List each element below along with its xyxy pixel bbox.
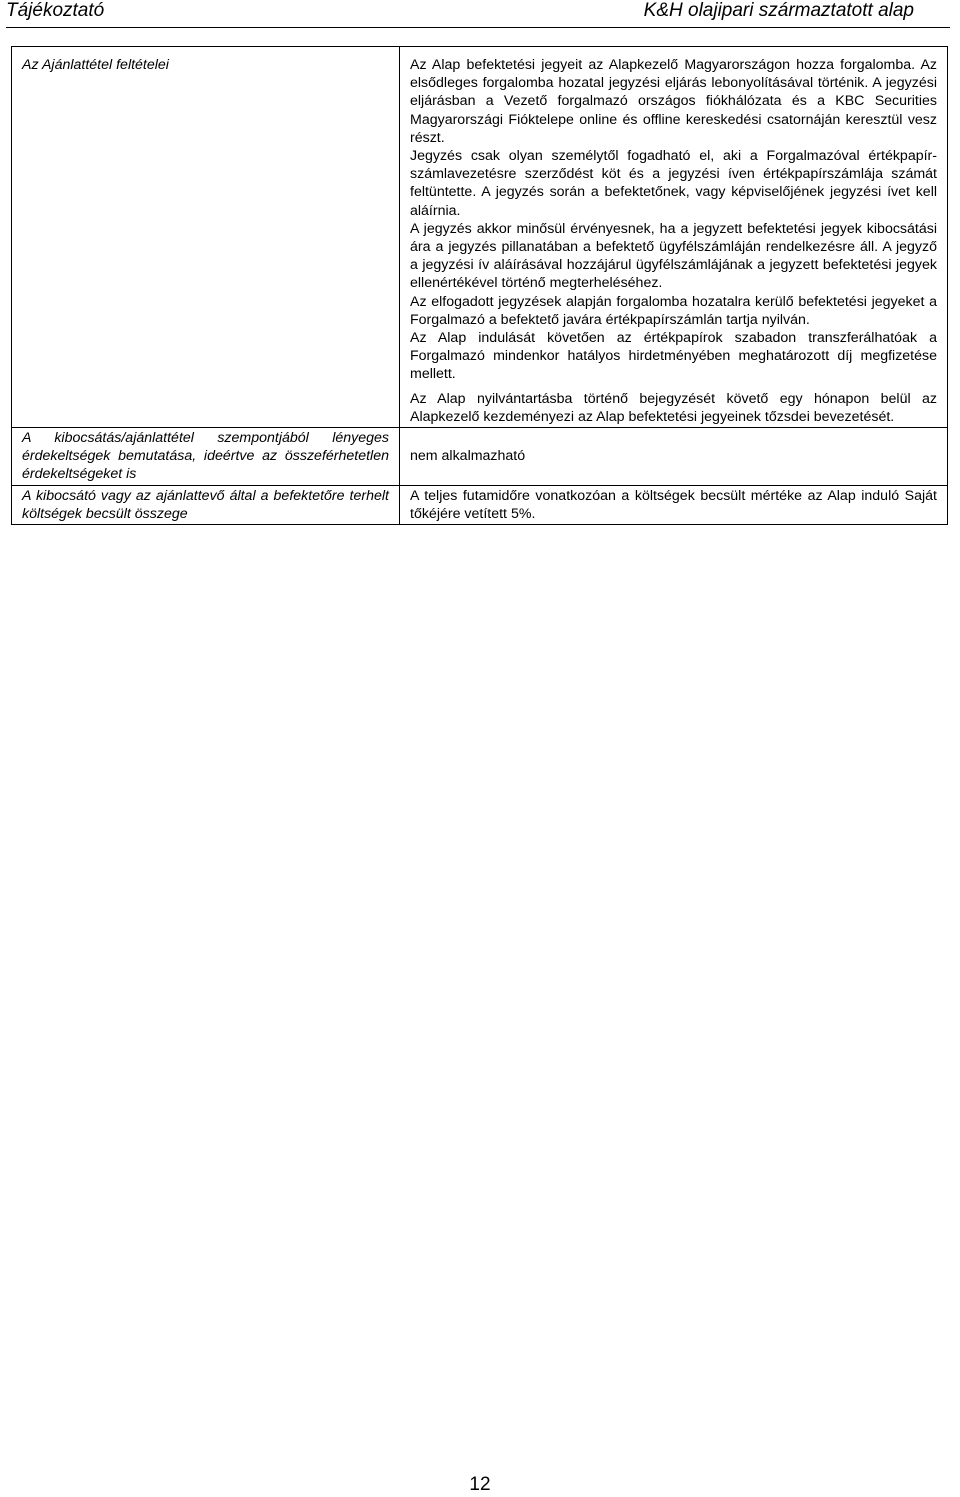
table-row bbox=[12, 485, 948, 524]
header-divider bbox=[6, 27, 950, 28]
paragraph: Az Alap indulását követően az értékpapírok szabadon transzferálhatóak a Forgalmazó mindenkor hatályos hirdetményében meghatározott díj megfizetése mellett. bbox=[410, 330, 937, 383]
paragraph: A jegyzés akkor minősül érvényesnek, ha a jegyzett befektetési jegyek kibocsátási ára a jegyzés pillanatában a befektető ügyfélszámláján rendelkezésre áll. A jegyző a jegyzési ív aláírásával hozzájárul ügyfélszámlájának a jegyzett befektetési jegyek ellenértékével történő megterheléséhez. bbox=[410, 220, 937, 292]
row-value bbox=[400, 47, 948, 428]
row-value: A teljes futamidőre vonatkozóan a költségek becsült mértéke az Alap induló Saját tőkéjére vetített 5%. bbox=[400, 485, 948, 524]
paragraph: Jegyzés csak olyan személytől fogadható el, aki a Forgalmazóval értékpapír-számlavezetésre szerződést köt és a jegyzési íven értékpapírszámlája számát feltüntette. A jegyzés során a befektetőnek, vagy képviselőjének jegyzési ívet kell aláírnia. bbox=[410, 148, 937, 219]
row-value: nem alkalmazható bbox=[400, 428, 948, 486]
table-row bbox=[12, 47, 948, 428]
row-label: Az Ajánlattétel feltételei bbox=[12, 47, 400, 428]
offer-conditions-table bbox=[11, 46, 948, 525]
row-label: A kibocsátás/ajánlattétel szempontjából lényeges érdekeltségek bemutatása, ideértve az összeférhetetlen érdekeltségeket is bbox=[12, 428, 400, 486]
page-number: 12 bbox=[469, 1474, 491, 1495]
table-row bbox=[12, 428, 948, 486]
paragraph: Az Alap befektetési jegyeit az Alapkezelő Magyarországon hozza forgalomba. Az elsődleges forgalomba hozatal jegyzési eljárás lebonyolításával történik. A jegyzési eljárásban a Vezető forgalmazó országos fiókhálózata és a KBC Securities Magyarországi Fióktelepe online és offline kereskedési csatornáján keresztül vesz részt. bbox=[410, 57, 937, 146]
row-label: A kibocsátó vagy az ajánlattevő által a befektetőre terhelt költségek becsült összege bbox=[12, 485, 400, 524]
paragraph: Az elfogadott jegyzések alapján forgalomba hozatalra kerülő befektetési jegyeket a Forgalmazó a befektető javára értékpapírszámlán tartja nyilván. bbox=[410, 293, 937, 328]
paragraph: Az Alap nyilvántartásba történő bejegyzését követő egy hónapon belül az Alapkezelő kezdeményezi az Alap befektetési jegyeinek tőzsdei bevezetését. bbox=[410, 390, 937, 425]
header-right-title: K&H olajipari származtatott alap bbox=[643, 0, 914, 21]
header-left-title: Tájékoztató bbox=[6, 0, 105, 21]
